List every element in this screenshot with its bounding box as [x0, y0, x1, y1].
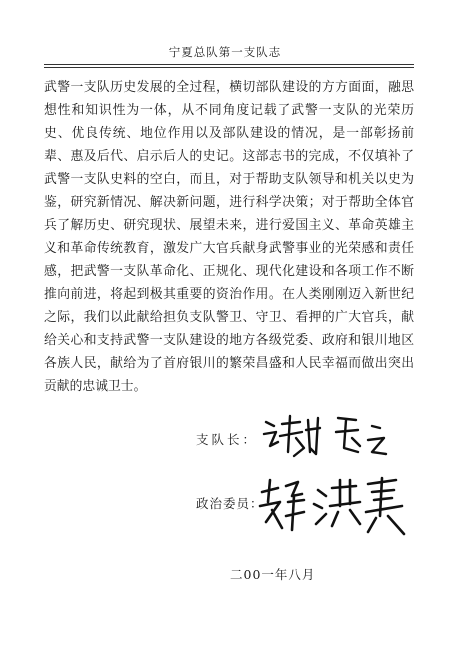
- body-text: [44, 76, 414, 398]
- header-rule-top: [44, 64, 414, 65]
- date: 二00一年八月: [230, 567, 316, 582]
- header-rule-bottom: [44, 67, 414, 68]
- commissar-label: 政治委员：: [196, 496, 264, 511]
- commissar-signature: [256, 472, 406, 538]
- commander-label: 支队长：: [196, 432, 259, 447]
- running-header: 宁夏总队第一支队志: [168, 45, 282, 59]
- commander-signature: [260, 408, 390, 464]
- body-paragraph: 武警一支队历史发展的全过程，横切部队建设的方方面面，融思想性和知识性为一体，从不同角度记载了武警一支队的光荣历史、优良传统、地位作用以及部队建设的情况，是一部彰扬前辈、惠及后代、启示后人的史记。这部志书的完成，不仅填补了武警一支队史料的空白，而且，对于帮助支队领导和机关以史为鉴，研究新情况、解决新问题，进行科学决策；对于帮助全体官兵了解历史、研究现状、展望未来，进行爱国主义、革命英雄主义和革命传统教育，激发广大官兵献身武警事业的光荣感和责任感，把武警一支队革命化、正规化、现代化建设和各项工作不断推向前进，将起到极其重要的资治作用。在人类刚刚迈入新世纪之际，我们以此献给担负支队警卫、守卫、看押的广大官兵，献给关心和支持武警一支队建设的地方各级党委、政府和银川地区各族人民，献给为了首府银川的繁荣昌盛和人民幸福而做出突出贡献的忠诚卫士。: [44, 80, 414, 394]
